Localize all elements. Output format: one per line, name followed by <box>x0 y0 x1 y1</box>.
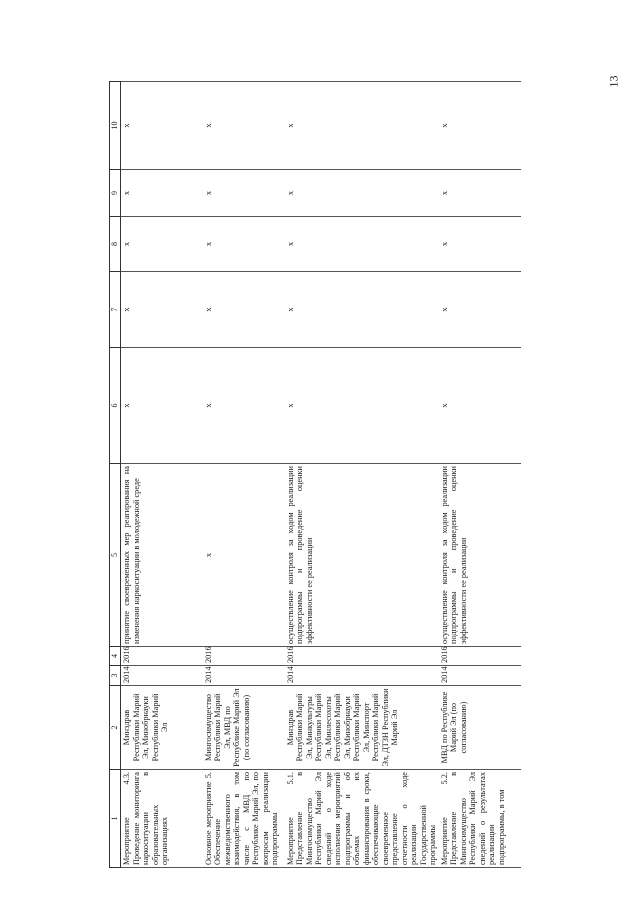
table-row <box>121 82 203 868</box>
expected-result: осуществление контроля за ходом реализации подпрограммы и проведение оценки эффективности ее реализации <box>439 464 521 647</box>
executor: МВД по Республике Марий Эл (по согласованию) <box>439 686 521 770</box>
mark-col-10: x <box>203 82 285 170</box>
mark-col-8: x <box>439 217 521 272</box>
measure-name: Мероприятие 5.1. Представление в Мингосимущество Республики Марий Эл сведений о ходе исполнения мероприятий подпрограммы и об объемах их финансирования в сроки, обеспечивающие своевременное представление отчетности о ходе реализации Государственной программы <box>285 770 439 868</box>
start-year: 2014 <box>203 666 285 686</box>
end-year: 2016 <box>203 647 285 666</box>
header-row <box>110 82 121 868</box>
header-col-5: 5 <box>110 464 121 647</box>
header-col-4: 4 <box>110 647 121 666</box>
measures-table <box>109 81 521 868</box>
executor: Мингосимущество Республики Марий Эл, МВД по Республике Марий Эл (по согласованию) <box>203 686 285 770</box>
mark-col-9: x <box>439 170 521 217</box>
header-col-8: 8 <box>110 217 121 272</box>
mark-col-9: x <box>121 170 203 217</box>
header-col-3: 3 <box>110 666 121 686</box>
header-col-6: 6 <box>110 348 121 464</box>
mark-col-7: x <box>285 272 439 348</box>
mark-col-8: x <box>121 217 203 272</box>
table-row <box>439 82 521 868</box>
header-col-10: 10 <box>110 82 121 170</box>
table-row <box>285 82 439 868</box>
mark-col-6: x <box>439 348 521 464</box>
mark-col-9: x <box>203 170 285 217</box>
mark-col-6: x <box>121 348 203 464</box>
executor: Минздрав Республики Марий Эл, Минкультуры Республики Марий Эл, Минлесохоты Республики Марий Эл, Минобрнауки Республики Марий Эл, Минспорт Республики Марий Эл, ДТЗН Республики Марий Эл <box>285 686 439 770</box>
mark-col-8: x <box>203 217 285 272</box>
rotated-table-container <box>109 82 626 868</box>
end-year: 2016 <box>285 647 439 666</box>
mark-col-6: x <box>203 348 285 464</box>
mark-col-7: x <box>439 272 521 348</box>
mark-col-7: x <box>121 272 203 348</box>
executor: Минздрав Республики Марий Эл, Минобрнауки Республики Марий Эл <box>121 686 203 770</box>
expected-result: осуществление контроля за ходом реализации подпрограммы и проведение оценки эффективности ее реализации <box>285 464 439 647</box>
measure-name: Мероприятие 4.3. Проведение мониторинга наркоситуации в образовательных организациях <box>121 770 203 868</box>
header-col-7: 7 <box>110 272 121 348</box>
header-col-9: 9 <box>110 170 121 217</box>
mark-col-10: x <box>439 82 521 170</box>
end-year: 2016 <box>439 647 521 666</box>
end-year: 2016 <box>121 647 203 666</box>
header-col-1: 1 <box>110 770 121 868</box>
mark-col-10: x <box>285 82 439 170</box>
mark-col-10: x <box>121 82 203 170</box>
start-year: 2014 <box>439 666 521 686</box>
header-col-2: 2 <box>110 686 121 770</box>
mark-col-9: x <box>285 170 439 217</box>
expected-result: принятие своевременных мер реагирования на изменения наркоситуации в молодежной среде <box>121 464 203 647</box>
mark-col-7: x <box>203 272 285 348</box>
measure-name: Основное мероприятие 5. Обеспечение межведомственного взаимодействия, в том числе с МВД по Республике Марий Эл, по вопросам реализации подпрограммы <box>203 770 285 868</box>
measure-name: Мероприятие 5.2. Представление в Мингосимущество Республики Марий Эл сведений о результатах реализации подпрограммы, в том <box>439 770 521 868</box>
page-number: 13 <box>606 75 621 88</box>
mark-col-6: x <box>285 348 439 464</box>
start-year: 2014 <box>285 666 439 686</box>
expected-result: x <box>203 464 285 647</box>
start-year: 2014 <box>121 666 203 686</box>
table-row <box>203 82 285 868</box>
mark-col-8: x <box>285 217 439 272</box>
